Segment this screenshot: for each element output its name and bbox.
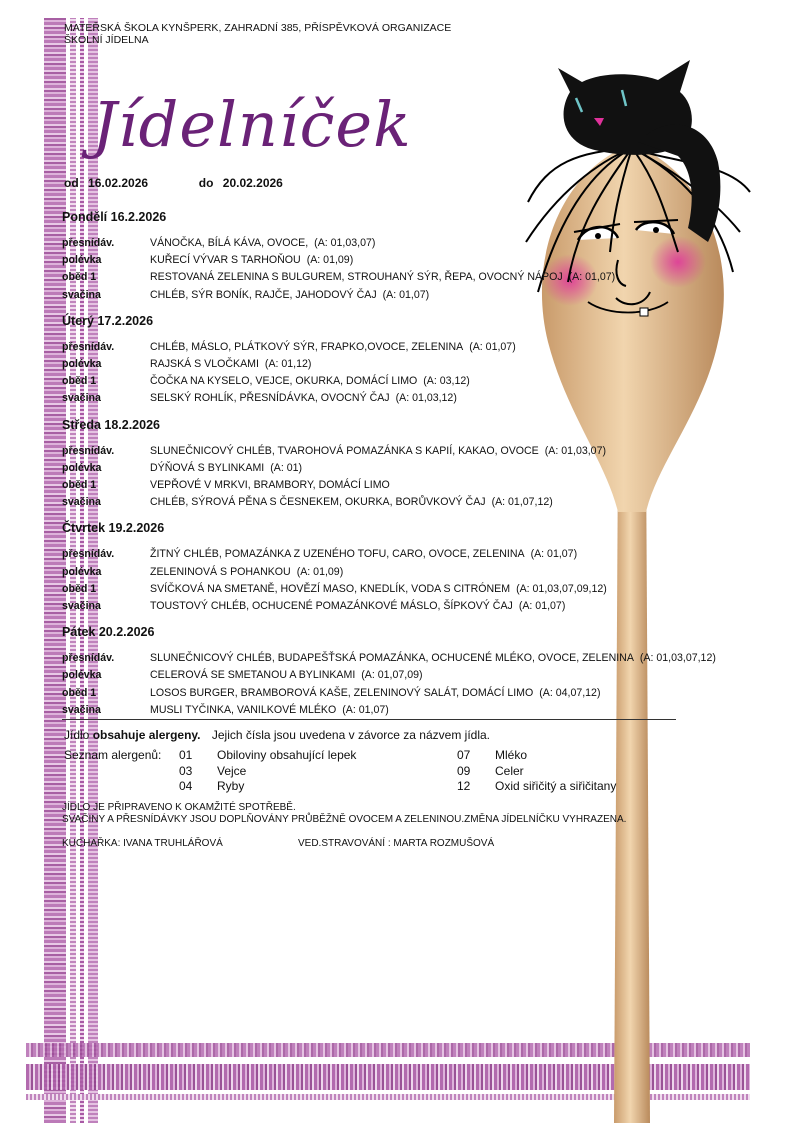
allergen-column [179, 748, 356, 795]
meal-row [62, 702, 742, 719]
day-title: Pondělí 16.2.2026 [62, 210, 167, 224]
meal-allergens: (A: 01) [270, 461, 303, 474]
meal-allergens: (A: 01,07) [530, 548, 578, 561]
meal-allergens: (A: 01,07) [342, 703, 389, 716]
meal-label: přesnídáv. [62, 652, 115, 665]
meal-label: oběd 1 [62, 271, 97, 284]
meal-row [62, 494, 742, 511]
meal-label: oběd 1 [62, 375, 97, 388]
meal-row [62, 287, 742, 304]
meal-allergens: (A: 01,07) [382, 288, 430, 301]
meal-allergens: (A: 01,03,07) [544, 444, 606, 457]
meal-label: oběd 1 [62, 582, 97, 595]
meal-allergens: (A: 01,07,09) [361, 669, 423, 682]
meal-label: polévka [62, 358, 102, 371]
allergen-number: 09 [457, 763, 471, 778]
meal-text: CELEROVÁ SE SMETANOU A BYLINKAMI [150, 669, 356, 682]
allergen-item [179, 764, 356, 780]
weekly-menu [62, 210, 742, 729]
meal-text: RAJSKÁ S VLOČKAMI [150, 358, 259, 371]
meal-row [62, 564, 742, 581]
footnotes [62, 802, 626, 826]
meal-allergens: (A: 01,03,12) [395, 392, 457, 405]
school-header [64, 22, 451, 46]
meal-text: DÝŇOVÁ S BYLINKAMI [150, 461, 265, 474]
cook-name: KUCHAŘKA: IVANA TRUHLÁŘOVÁ [62, 838, 223, 849]
meal-text: VÁNOČKA, BÍLÁ KÁVA, OVOCE, [150, 237, 309, 249]
meal-text: SLUNEČNICOVÝ CHLÉB, TVAROHOVÁ POMAZÁNKA S KAPIÍ, KAKAO, OVOCE [150, 444, 539, 457]
allergen-list-label: Seznam alergenů: [64, 748, 162, 762]
meal-label: oběd 1 [62, 686, 97, 699]
meal-text: RESTOVANÁ ZELENINA S BULGUREM, STROUHANÝ SÝR, ŘEPA, OVOCNÝ NÁPOJ [150, 271, 563, 284]
day-title: Úterý 17.2.2026 [62, 313, 154, 328]
meal-row [62, 667, 742, 684]
allergen-name: Mléko [495, 748, 528, 762]
meal-allergens: (A: 03,12) [423, 375, 470, 388]
meal-row [62, 598, 742, 615]
meal-text: VEPŘOVÉ V MRKVI, BRAMBORY, DOMÁCÍ LIMO [150, 479, 390, 492]
day-monday [62, 210, 742, 304]
day-tuesday [62, 314, 742, 408]
divider [62, 719, 676, 720]
meal-text: CHLÉB, SÝROVÁ PĚNA S ČESNEKEM, OKURKA, BORŮVKOVÝ ČAJ [150, 496, 486, 509]
meal-text: KUŘECÍ VÝVAR S TARHOŇOU [150, 254, 301, 267]
canteen-name: ŠKOLNÍ JÍDELNA [64, 34, 149, 46]
day-title: Čtvrtek 19.2.2026 [62, 521, 165, 536]
allergy-note [64, 728, 490, 742]
meal-row [62, 650, 742, 667]
allergen-item [179, 779, 356, 795]
allergen-number: 01 [179, 748, 193, 762]
allergen-number: 03 [179, 763, 193, 778]
day-title: Středa 18.2.2026 [62, 417, 160, 432]
meal-allergens: (A: 01,03,07,09,12) [516, 582, 607, 595]
meal-allergens: (A: 01,09) [306, 254, 354, 267]
meal-allergens: (A: 01,07) [568, 271, 616, 284]
meal-label: polévka [62, 669, 102, 682]
meal-row [62, 339, 742, 356]
allergen-number: 07 [457, 748, 471, 762]
allergen-name: Oxid siřičitý a siřičitany [495, 779, 617, 793]
meal-allergens: (A: 01,09) [296, 565, 344, 578]
meal-text: ŽITNÝ CHLÉB, POMAZÁNKA Z UZENÉHO TOFU, CARO, OVOCE, ZELENINA [150, 548, 525, 561]
meal-label: svačina [62, 288, 101, 301]
meal-allergens: (A: 04,07,12) [539, 686, 601, 699]
meal-text: ZELENINOVÁ S POHANKOU [150, 565, 291, 578]
meal-text: MUSLI TYČINKA, VANILKOVÉ MLÉKO [150, 703, 337, 716]
menu-period [64, 176, 283, 190]
meal-label: svačina [62, 703, 101, 716]
meal-label: přesnídáv. [62, 444, 115, 457]
day-friday [62, 625, 742, 719]
period-to-date: 20.02.2026 [222, 176, 283, 190]
meal-row [62, 685, 742, 702]
allergy-note-rest: Jejich čísla jsou uvedena v závorce za názvem jídla. [211, 728, 490, 742]
meal-label: přesnídáv. [62, 237, 115, 249]
school-name: MATEŘSKÁ ŠKOLA KYNŠPERK, ZAHRADNÍ 385, PŘÍSPĚVKOVÁ ORGANIZACE [64, 22, 452, 34]
meal-row [62, 477, 742, 494]
meal-label: svačina [62, 496, 101, 509]
meal-row [62, 546, 742, 563]
allergen-name: Vejce [217, 763, 247, 778]
meal-allergens: (A: 01,07,12) [491, 496, 553, 509]
day-wednesday [62, 418, 742, 512]
allergen-item [457, 779, 616, 795]
meal-label: polévka [62, 461, 102, 474]
meal-text: CHLÉB, SÝR BONÍK, RAJČE, JAHODOVÝ ČAJ [150, 288, 377, 301]
period-to-label: do [198, 176, 214, 190]
meal-allergens: (A: 01,03,07) [314, 237, 376, 249]
allergen-item [457, 748, 616, 764]
meal-row [62, 460, 742, 477]
page-title: Jídelníček [92, 88, 412, 161]
allergy-note-prefix: Jídlo [64, 728, 90, 742]
meal-allergens: (A: 01,12) [264, 358, 312, 371]
allergen-name: Obiloviny obsahující lepek [217, 748, 357, 762]
meal-row [62, 356, 742, 373]
meal-allergens: (A: 01,03,07,12) [639, 652, 716, 665]
allergen-name: Celer [495, 763, 524, 778]
meal-row [62, 235, 742, 252]
meal-label: polévka [62, 254, 102, 267]
allergen-item [179, 748, 356, 764]
allergen-number: 12 [457, 779, 471, 793]
meal-allergens: (A: 01,07) [469, 340, 516, 353]
allergen-column [457, 748, 616, 795]
manager-name: VED.STRAVOVÁNÍ : MARTA ROZMUŠOVÁ [298, 838, 495, 849]
meal-text: SVÍČKOVÁ NA SMETANĚ, HOVĚZÍ MASO, KNEDLÍK, VODA S CITRÓNEM [150, 582, 511, 595]
meal-label: oběd 1 [62, 479, 97, 492]
meal-row [62, 443, 742, 460]
meal-text: TOUSTOVÝ CHLÉB, OCHUCENÉ POMAZÁNKOVÉ MÁSLO, ŠÍPKOVÝ ČAJ [150, 600, 513, 613]
meal-label: svačina [62, 600, 101, 613]
meal-label: polévka [62, 565, 102, 578]
allergen-name: Ryby [217, 779, 245, 793]
meal-label: svačina [62, 392, 101, 405]
meal-row [62, 390, 742, 407]
meal-text: SLUNEČNICOVÝ CHLÉB, BUDAPEŠŤSKÁ POMAZÁNKA, OCHUCENÉ MLÉKO, OVOCE, ZELENINA [150, 652, 634, 665]
meal-row [62, 373, 742, 390]
meal-text: LOSOS BURGER, BRAMBOROVÁ KAŠE, ZELENINOVÝ SALÁT, DOMÁCÍ LIMO [150, 686, 534, 699]
meal-allergens: (A: 01,07) [518, 600, 566, 613]
meal-row [62, 581, 742, 598]
allergen-item [457, 764, 616, 780]
meal-row [62, 269, 742, 286]
meal-text: SELSKÝ ROHLÍK, PŘESNÍDÁVKA, OVOCNÝ ČAJ [150, 392, 390, 405]
period-from-date: 16.02.2026 [88, 176, 149, 190]
meal-label: přesnídáv. [62, 340, 115, 353]
allergy-note-bold: obsahuje alergeny. [92, 728, 201, 742]
meal-row [62, 252, 742, 269]
period-from-label: od [64, 176, 79, 190]
meal-text: CHLÉB, MÁSLO, PLÁTKOVÝ SÝR, FRAPKO,OVOCE, ZELENINA [150, 340, 464, 353]
day-title: Pátek 20.2.2026 [62, 625, 155, 640]
allergen-number: 04 [179, 779, 193, 793]
note-line: JÍDLO JE PŘIPRAVENO K OKAMŽITÉ SPOTŘEBĚ. [62, 802, 296, 813]
meal-text: ČOČKA NA KYSELO, VEJCE, OKURKA, DOMÁCÍ LIMO [150, 375, 418, 388]
note-line: SVAČINY A PŘESNÍDÁVKY JSOU DOPLŇOVÁNY PRŮBĚŽNĚ OVOCEM A ZELENINOU.ZMĚNA JÍDELNÍČKU VYHRAZENA. [62, 814, 627, 825]
day-thursday [62, 521, 742, 615]
meal-label: přesnídáv. [62, 548, 115, 561]
